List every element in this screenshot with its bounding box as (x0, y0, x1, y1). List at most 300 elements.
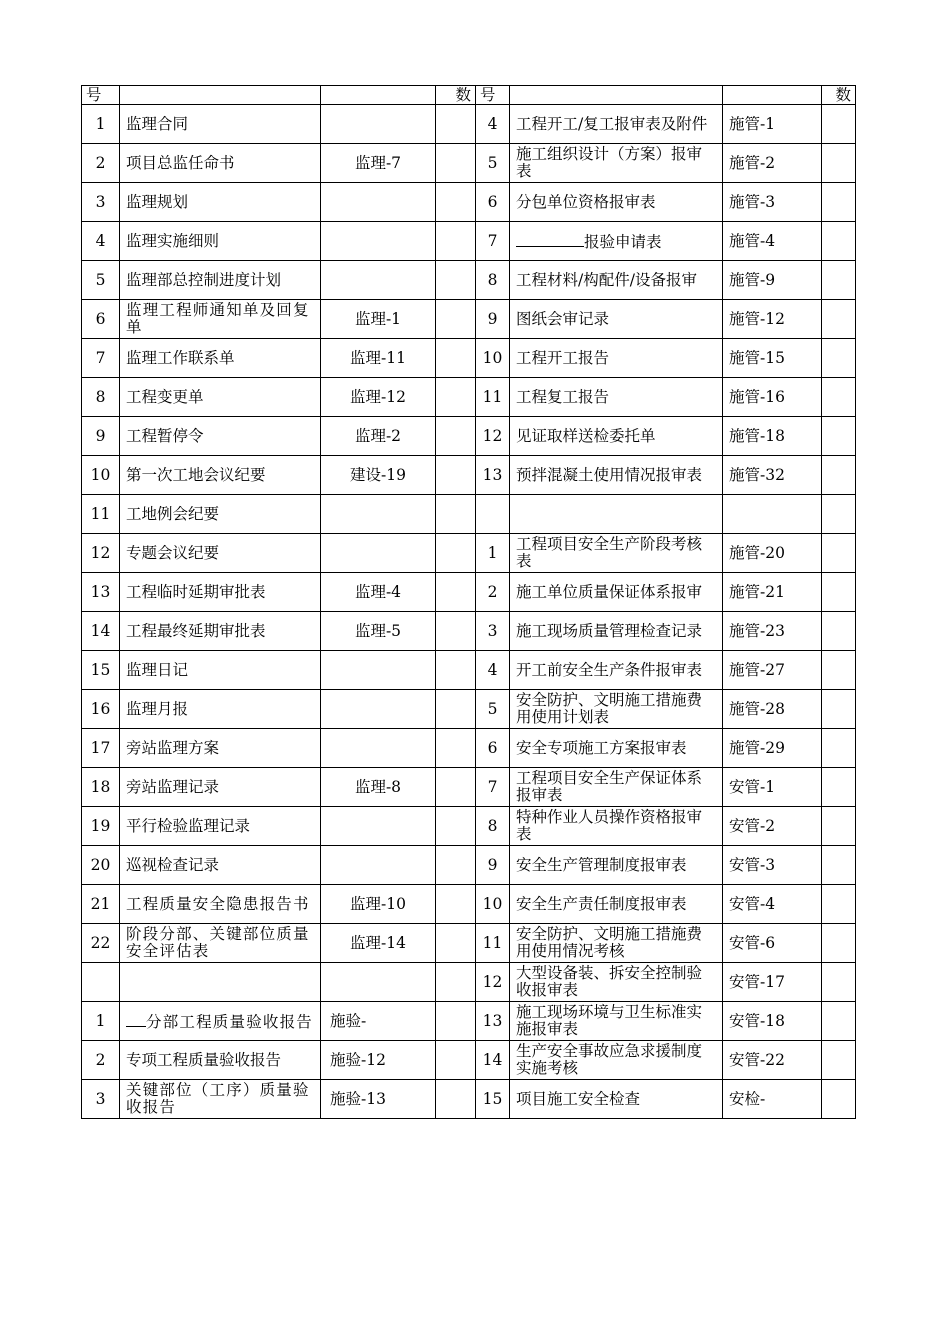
right-item-number (476, 339, 510, 378)
right-item-name (510, 417, 723, 456)
right-form-code (723, 768, 822, 807)
right-form-code (723, 417, 822, 456)
right-item-number-text: 12 (482, 426, 503, 445)
right-item-name-text: 报验申请表 (584, 232, 662, 251)
right-item-number-text: 10 (482, 348, 503, 367)
left-item-name-text: 巡视检查记录 (126, 855, 220, 874)
left-form-code-text: 建设-19 (350, 465, 406, 484)
right-form-code-text: 施管-29 (729, 738, 785, 757)
left-item-name (120, 807, 321, 846)
left-item-name-text: 工程临时延期审批表 (126, 582, 266, 601)
right-item-number-text: 8 (487, 816, 498, 835)
left-item-name (120, 612, 321, 651)
left-copy-count (436, 768, 476, 807)
left-form-code (321, 651, 436, 690)
left-form-code-text: 监理-10 (350, 894, 406, 913)
right-form-code-text: 施管-18 (729, 426, 785, 445)
table-row (82, 417, 856, 456)
right-item-number (476, 183, 510, 222)
left-item-number-text: 1 (95, 114, 106, 133)
right-item-name (510, 495, 723, 534)
table-row (82, 105, 856, 144)
left-item-name-text: 监理部总控制进度计划 (126, 270, 282, 289)
left-item-number (82, 612, 120, 651)
right-item-name (510, 846, 723, 885)
right-form-code (723, 729, 822, 768)
right-item-name-text: 工程项目安全生产阶段考核表 (516, 535, 703, 570)
right-item-number (476, 495, 510, 534)
right-item-number (476, 1080, 510, 1119)
right-item-number (476, 885, 510, 924)
left-copy-count (436, 456, 476, 495)
right-form-code (723, 261, 822, 300)
left-form-code (321, 1080, 436, 1119)
left-copy-count (436, 1002, 476, 1041)
right-item-number (476, 456, 510, 495)
right-item-name (510, 924, 723, 963)
left-item-name (120, 144, 321, 183)
left-item-number (82, 573, 120, 612)
left-copy-count (436, 885, 476, 924)
table-row (82, 651, 856, 690)
left-item-number (82, 534, 120, 573)
right-item-name (510, 963, 723, 1002)
left-form-code (321, 339, 436, 378)
left-item-name (120, 456, 321, 495)
right-item-name (510, 729, 723, 768)
left-item-number (82, 729, 120, 768)
left-copy-count (436, 339, 476, 378)
table-row (82, 768, 856, 807)
right-form-code-text: 施管-23 (729, 621, 785, 640)
right-item-name-text: 安全专项施工方案报审表 (516, 738, 687, 757)
right-item-name-text: 工程项目安全生产保证体系报审表 (516, 769, 703, 804)
right-form-code-text: 安管-18 (729, 1011, 785, 1030)
header-no-right: 号 (476, 86, 510, 105)
right-item-number-text: 12 (482, 972, 503, 991)
left-item-number-text: 11 (90, 504, 111, 523)
left-item-name-text: 监理合同 (126, 114, 189, 133)
left-item-number-text: 17 (90, 738, 111, 757)
left-item-name-text: 旁站监理方案 (126, 738, 220, 757)
right-item-name (510, 690, 723, 729)
fill-in-blank (516, 232, 584, 247)
right-item-name (510, 651, 723, 690)
left-item-name (120, 963, 321, 1002)
left-copy-count (436, 222, 476, 261)
left-item-number-text: 16 (90, 699, 111, 718)
right-item-name (510, 807, 723, 846)
left-form-code (321, 534, 436, 573)
table-row (82, 456, 856, 495)
left-form-code-text: 监理-4 (354, 582, 402, 601)
right-item-name (510, 183, 723, 222)
right-form-code (723, 105, 822, 144)
right-item-number-text: 5 (487, 153, 498, 172)
right-copy-count (822, 339, 856, 378)
left-form-code (321, 261, 436, 300)
right-item-number-text: 13 (482, 465, 503, 484)
left-item-number (82, 1080, 120, 1119)
right-form-code-text: 安管-4 (729, 894, 776, 913)
right-item-name (510, 768, 723, 807)
left-form-code (321, 573, 436, 612)
table-row (82, 1002, 856, 1041)
left-form-code (321, 807, 436, 846)
right-item-name-text: 施工单位质量保证体系报审 (516, 582, 703, 601)
left-item-number-text: 21 (90, 894, 111, 913)
left-form-code-text: 施验- (330, 1011, 367, 1030)
table-row (82, 690, 856, 729)
left-item-name (120, 495, 321, 534)
left-copy-count (436, 729, 476, 768)
right-item-number (476, 612, 510, 651)
left-item-number-text: 7 (95, 348, 106, 367)
right-form-code (723, 144, 822, 183)
left-copy-count (436, 417, 476, 456)
right-form-code (723, 1041, 822, 1080)
right-item-name (510, 105, 723, 144)
right-form-code-text: 施管-2 (729, 153, 776, 172)
left-item-name-text: 工程质量安全隐患报告书 (126, 894, 310, 913)
right-item-number-text: 10 (482, 894, 503, 913)
right-form-code-text: 安检- (729, 1089, 766, 1108)
left-item-name-text: 关键部位（工序）质量验收报告 (126, 1081, 310, 1116)
right-item-number (476, 651, 510, 690)
left-item-name-text: 旁站监理记录 (126, 777, 220, 796)
left-form-code (321, 690, 436, 729)
right-item-name (510, 1080, 723, 1119)
left-item-number-text: 3 (95, 192, 106, 211)
left-item-name-text: 平行检验监理记录 (126, 816, 251, 835)
right-item-number (476, 222, 510, 261)
right-item-number-text: 14 (482, 1050, 503, 1069)
left-item-name (120, 768, 321, 807)
right-form-code-text: 安管-6 (729, 933, 776, 952)
right-copy-count (822, 690, 856, 729)
right-copy-count (822, 261, 856, 300)
table-row (82, 300, 856, 339)
right-copy-count (822, 846, 856, 885)
left-copy-count (436, 924, 476, 963)
right-item-name-text: 施工现场质量管理检查记录 (516, 621, 703, 640)
left-form-code-text: 监理-11 (350, 348, 406, 367)
left-form-code-text: 施验-13 (330, 1089, 386, 1108)
left-item-number-text: 3 (95, 1089, 106, 1108)
left-form-code (321, 1041, 436, 1080)
table-row (82, 534, 856, 573)
left-item-number (82, 417, 120, 456)
right-item-number-text: 9 (487, 309, 498, 328)
left-item-name-text: 监理规划 (126, 192, 189, 211)
right-form-code (723, 456, 822, 495)
left-item-name (120, 261, 321, 300)
table-row (82, 1041, 856, 1080)
right-item-number (476, 573, 510, 612)
left-copy-count (436, 963, 476, 1002)
right-copy-count (822, 534, 856, 573)
left-copy-count (436, 261, 476, 300)
left-form-code (321, 144, 436, 183)
left-item-name (120, 924, 321, 963)
left-form-code-text: 施验-12 (330, 1050, 386, 1069)
left-copy-count (436, 1080, 476, 1119)
left-item-name-text: 监理工程师通知单及回复单 (126, 301, 310, 336)
right-form-code (723, 300, 822, 339)
left-form-code (321, 456, 436, 495)
left-form-code (321, 885, 436, 924)
left-copy-count (436, 378, 476, 417)
left-form-code (321, 183, 436, 222)
right-item-name (510, 339, 723, 378)
left-form-code-text: 监理-5 (354, 621, 402, 640)
right-copy-count (822, 924, 856, 963)
right-item-name (510, 378, 723, 417)
left-form-code (321, 846, 436, 885)
table-row (82, 378, 856, 417)
left-item-number (82, 846, 120, 885)
right-copy-count (822, 807, 856, 846)
right-item-name (510, 885, 723, 924)
left-item-number (82, 456, 120, 495)
right-form-code-text: 施管-1 (729, 114, 776, 133)
left-item-name (120, 651, 321, 690)
left-item-number-text: 4 (95, 231, 106, 250)
right-item-number-text: 11 (482, 933, 503, 952)
right-item-number-text: 3 (487, 621, 498, 640)
right-form-code-text: 施管-3 (729, 192, 776, 211)
left-item-name (120, 690, 321, 729)
left-item-name (120, 846, 321, 885)
header-count-left: 数 (436, 86, 476, 105)
right-copy-count (822, 378, 856, 417)
right-form-code-text: 施管-21 (729, 582, 785, 601)
right-item-number (476, 300, 510, 339)
left-item-number-text: 6 (95, 309, 106, 328)
right-item-number (476, 963, 510, 1002)
right-item-number (476, 417, 510, 456)
left-form-code (321, 378, 436, 417)
header-no-left: 号 (82, 86, 120, 105)
left-form-code-text: 监理-7 (354, 153, 402, 172)
right-form-code (723, 339, 822, 378)
left-form-code-text: 监理-1 (354, 309, 402, 328)
right-form-code-text: 施管-32 (729, 465, 785, 484)
right-form-code-text: 施管-27 (729, 660, 785, 679)
left-item-number (82, 1041, 120, 1080)
left-copy-count (436, 612, 476, 651)
left-item-number-text: 22 (90, 933, 111, 952)
left-item-name (120, 183, 321, 222)
left-item-number (82, 300, 120, 339)
right-form-code (723, 963, 822, 1002)
right-item-name (510, 261, 723, 300)
left-form-code (321, 963, 436, 1002)
right-item-number-text: 9 (487, 855, 498, 874)
left-item-number-text: 2 (95, 153, 106, 172)
right-copy-count (822, 729, 856, 768)
left-item-name-text: 阶段分部、关键部位质量安全评估表 (126, 925, 310, 960)
left-copy-count (436, 183, 476, 222)
right-copy-count (822, 417, 856, 456)
table-row (82, 261, 856, 300)
right-item-name-text: 分包单位资格报审表 (516, 192, 656, 211)
right-item-number-text: 5 (487, 699, 498, 718)
left-item-number (82, 222, 120, 261)
left-copy-count (436, 651, 476, 690)
left-copy-count (436, 1041, 476, 1080)
left-item-number-text: 14 (90, 621, 111, 640)
left-copy-count (436, 495, 476, 534)
left-form-code (321, 222, 436, 261)
left-item-name (120, 1080, 321, 1119)
table-row (82, 963, 856, 1002)
left-item-name-text: 专题会议纪要 (126, 543, 220, 562)
left-item-name (120, 300, 321, 339)
right-copy-count (822, 612, 856, 651)
left-item-number (82, 144, 120, 183)
table-row (82, 924, 856, 963)
left-copy-count (436, 144, 476, 183)
left-item-number (82, 105, 120, 144)
right-item-name (510, 1041, 723, 1080)
left-form-code (321, 105, 436, 144)
left-form-code-text: 监理-8 (354, 777, 402, 796)
right-item-name-text: 图纸会审记录 (516, 309, 610, 328)
table-row (82, 495, 856, 534)
header-code-left (321, 86, 436, 105)
right-form-code-text: 施管-4 (729, 231, 776, 250)
right-copy-count (822, 183, 856, 222)
right-form-code (723, 807, 822, 846)
right-form-code (723, 378, 822, 417)
right-copy-count (822, 963, 856, 1002)
header-name-left (120, 86, 321, 105)
right-item-number (476, 261, 510, 300)
header-name-right (510, 86, 723, 105)
left-item-name-text: 监理日记 (126, 660, 189, 679)
left-item-name (120, 729, 321, 768)
left-item-name-text: 工程变更单 (126, 387, 204, 406)
left-item-number (82, 651, 120, 690)
right-form-code (723, 846, 822, 885)
table-row (82, 339, 856, 378)
right-item-number (476, 729, 510, 768)
right-item-number (476, 846, 510, 885)
left-form-code (321, 300, 436, 339)
left-item-name (120, 1041, 321, 1080)
right-item-name-text: 大型设备装、拆安全控制验收报审表 (516, 964, 703, 999)
right-copy-count (822, 456, 856, 495)
right-item-number-text: 4 (487, 660, 498, 679)
right-item-number (476, 690, 510, 729)
table-row (82, 846, 856, 885)
right-item-number-text: 4 (487, 114, 498, 133)
right-item-name-text: 施工现场环境与卫生标准实施报审表 (516, 1003, 703, 1038)
right-copy-count (822, 222, 856, 261)
right-item-name (510, 144, 723, 183)
left-item-name (120, 222, 321, 261)
left-item-number (82, 339, 120, 378)
header-count-right: 数 (822, 86, 856, 105)
left-copy-count (436, 534, 476, 573)
left-item-name (120, 573, 321, 612)
right-form-code-text: 安管-22 (729, 1050, 785, 1069)
right-copy-count (822, 105, 856, 144)
right-form-code-text: 施管-16 (729, 387, 785, 406)
left-item-name-text: 分部工程质量验收报告 (146, 1012, 314, 1031)
right-form-code (723, 1080, 822, 1119)
table-row (82, 183, 856, 222)
left-item-number (82, 807, 120, 846)
left-item-number-text: 1 (95, 1011, 106, 1030)
right-form-code-text: 施管-15 (729, 348, 785, 367)
left-item-number-text: 18 (90, 777, 111, 796)
left-form-code (321, 729, 436, 768)
right-form-code-text: 安管-3 (729, 855, 776, 874)
left-copy-count (436, 807, 476, 846)
right-form-code (723, 1002, 822, 1041)
right-form-code-text: 施管-20 (729, 543, 785, 562)
right-item-name (510, 456, 723, 495)
right-item-name (510, 612, 723, 651)
right-form-code (723, 222, 822, 261)
left-item-number (82, 690, 120, 729)
right-item-name-text: 生产安全事故应急求援制度实施考核 (516, 1042, 703, 1077)
right-item-number (476, 807, 510, 846)
left-item-number (82, 261, 120, 300)
left-item-number-text: 2 (95, 1050, 106, 1069)
left-item-name-text: 第一次工地会议纪要 (126, 465, 266, 484)
right-copy-count (822, 144, 856, 183)
right-item-number-text: 13 (482, 1011, 503, 1030)
right-item-name-text: 预拌混凝土使用情况报审表 (516, 465, 703, 484)
table-row (82, 729, 856, 768)
right-form-code (723, 534, 822, 573)
left-copy-count (436, 846, 476, 885)
right-item-name-text: 安全防护、文明施工措施费用使用计划表 (516, 691, 703, 726)
left-item-name (120, 534, 321, 573)
right-copy-count (822, 885, 856, 924)
left-form-code (321, 417, 436, 456)
right-form-code (723, 573, 822, 612)
left-item-name-text: 监理工作联系单 (126, 348, 235, 367)
left-item-name-text: 项目总监任命书 (126, 153, 235, 172)
right-item-number (476, 1002, 510, 1041)
right-item-number (476, 924, 510, 963)
table-row (82, 807, 856, 846)
right-form-code (723, 690, 822, 729)
left-form-code (321, 495, 436, 534)
left-item-number (82, 378, 120, 417)
right-copy-count (822, 1041, 856, 1080)
left-item-name-text: 监理月报 (126, 699, 189, 718)
right-copy-count (822, 651, 856, 690)
left-item-name (120, 339, 321, 378)
left-form-code-text: 监理-14 (350, 933, 406, 952)
left-item-name-text: 专项工程质量验收报告 (126, 1050, 282, 1069)
left-item-number (82, 963, 120, 1002)
left-item-number-text: 20 (90, 855, 111, 874)
right-item-name-text: 施工组织设计（方案）报审表 (516, 145, 703, 180)
left-item-name (120, 378, 321, 417)
right-form-code (723, 885, 822, 924)
table-row (82, 1080, 856, 1119)
left-copy-count (436, 300, 476, 339)
right-item-number (476, 1041, 510, 1080)
right-copy-count (822, 495, 856, 534)
right-item-number-text: 15 (482, 1089, 503, 1108)
